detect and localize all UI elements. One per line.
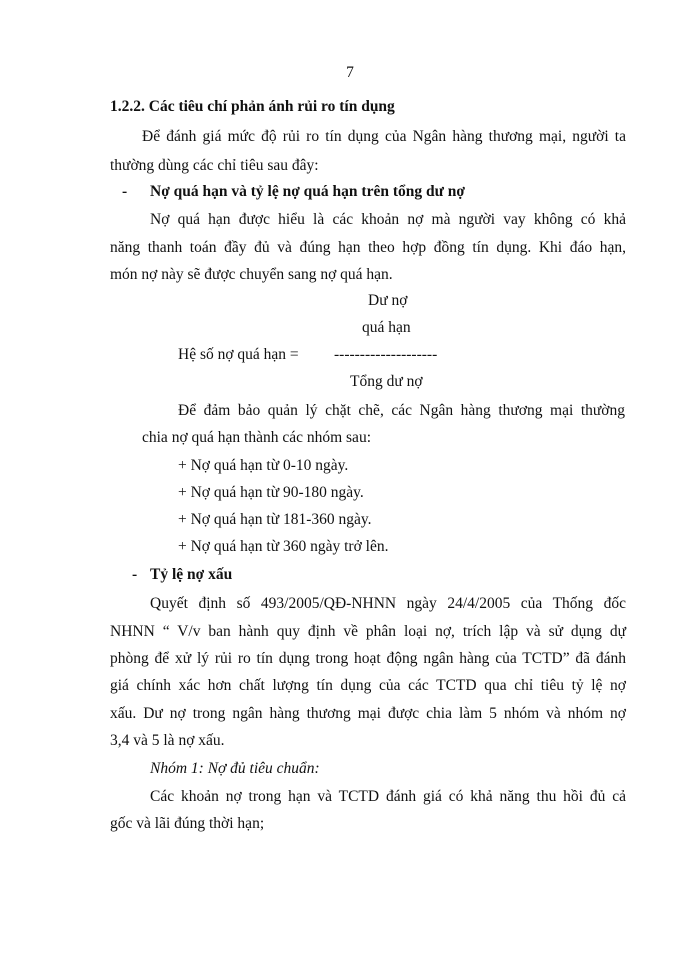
intro-line-1: Để đánh giá mức độ rủi ro tín dụng của Ngân hàng thương mại, người ta bbox=[142, 128, 626, 145]
paragraph-line: giá chính xác hơn chất lượng tín dụng của các TCTD qua chỉ tiêu tỷ lệ nợ bbox=[110, 677, 626, 694]
subsection-1-dash: - bbox=[122, 183, 128, 200]
paragraph-line: Các khoản nợ trong hạn và TCTD đánh giá có khả năng thu hồi đủ cả bbox=[150, 788, 626, 805]
paragraph-line: 3,4 và 5 là nợ xấu. bbox=[110, 732, 225, 749]
subsection-1-title: Nợ quá hạn và tỷ lệ nợ quá hạn trên tổng dư nợ bbox=[150, 183, 465, 200]
list-item: + Nợ quá hạn từ 360 ngày trở lên. bbox=[178, 538, 389, 555]
group-1-title: Nhóm 1: Nợ đủ tiêu chuẩn: bbox=[150, 760, 320, 777]
formula-label: Hệ số nợ quá hạn = bbox=[178, 346, 299, 363]
paragraph-line: Quyết định số 493/2005/QĐ-NHNN ngày 24/4/2005 của Thống đốc bbox=[150, 595, 626, 612]
page-number: 7 bbox=[346, 64, 354, 81]
intro-line-2: thường dùng các chỉ tiêu sau đây: bbox=[110, 157, 319, 174]
groups-intro-line-2: chia nợ quá hạn thành các nhóm sau: bbox=[142, 429, 371, 446]
formula-denominator: Tổng dư nợ bbox=[350, 373, 423, 390]
list-item: + Nợ quá hạn từ 181-360 ngày. bbox=[178, 511, 372, 528]
formula-fraction-bar: -------------------- bbox=[334, 346, 438, 363]
paragraph-line: xấu. Dư nợ trong ngân hàng thương mại được chia làm 5 nhóm và nhóm nợ bbox=[110, 705, 626, 722]
list-item: + Nợ quá hạn từ 0-10 ngày. bbox=[178, 457, 349, 474]
list-item: + Nợ quá hạn từ 90-180 ngày. bbox=[178, 484, 364, 501]
subsection-2-title: Tỷ lệ nợ xấu bbox=[150, 566, 233, 583]
formula-numerator-line-1: Dư nợ bbox=[368, 292, 408, 309]
paragraph-line: món nợ này sẽ được chuyển sang nợ quá hạn. bbox=[110, 266, 393, 283]
formula-numerator-line-2: quá hạn bbox=[362, 319, 411, 336]
groups-intro-line-1: Để đảm bảo quản lý chặt chẽ, các Ngân hàng thương mại thường bbox=[178, 402, 625, 419]
paragraph-line: NHNN “ V/v ban hành quy định về phân loại nợ, trích lập và sử dụng dự bbox=[110, 623, 626, 640]
section-heading: 1.2.2. Các tiêu chí phản ánh rủi ro tín dụng bbox=[110, 98, 395, 115]
paragraph-line: năng thanh toán đầy đủ và đúng hạn theo hợp đồng tín dụng. Khi đáo hạn, bbox=[110, 239, 626, 256]
subsection-2-dash: - bbox=[132, 566, 138, 583]
paragraph-line: phòng để xử lý rủi ro tín dụng trong hoạt động ngân hàng của TCTD” đã đánh bbox=[110, 650, 626, 667]
paragraph-line: gốc và lãi đúng thời hạn; bbox=[110, 815, 265, 832]
paragraph-line: Nợ quá hạn được hiểu là các khoản nợ mà người vay không có khả bbox=[150, 211, 626, 228]
